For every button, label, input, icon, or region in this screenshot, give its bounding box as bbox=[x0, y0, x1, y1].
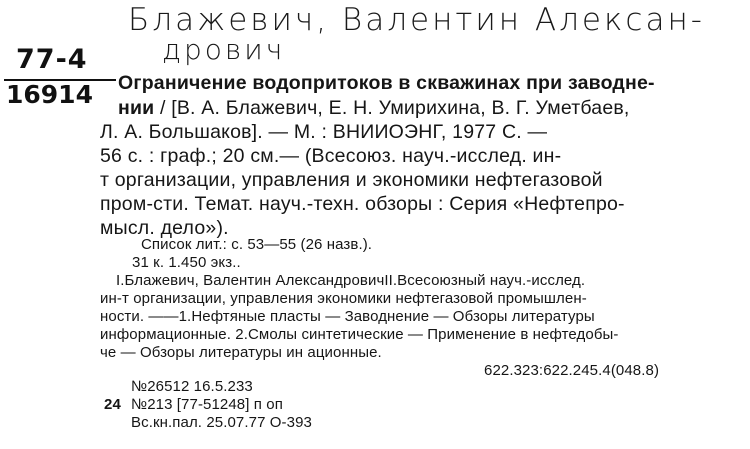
entry-title-ending: нии bbox=[118, 97, 155, 119]
entry-title-line-2 bbox=[118, 97, 630, 120]
tracing-line-2: ин-т организации, управления экономики нефтегазовой промышлен- bbox=[100, 290, 587, 307]
entry-series-line-1: т организации, управления и экономики нефтегазовой bbox=[100, 169, 603, 191]
tracing-line-3: ности. ——1.Нефтяные пласты — Заводнение — Обзоры литературы bbox=[100, 308, 595, 325]
handwritten-author-line-2: дрович bbox=[162, 33, 286, 66]
entry-imprint: Л. А. Большаков]. — М. : ВНИИОЭНГ, 1977 С. — bbox=[100, 121, 548, 143]
entry-title-line-1: Ограничение водопритоков в скважинах при заводне- bbox=[118, 72, 655, 94]
entry-series-line-2: пром-сти. Темат. науч.-техн. обзоры : Серия «Нефтепро- bbox=[100, 193, 625, 215]
tracing-line-4: информационные. 2.Смолы синтетические — Применение в нефтедобы- bbox=[100, 326, 619, 343]
book-chamber-record: Вс.кн.пал. 25.07.77 О-393 bbox=[131, 414, 312, 431]
card-number-2: №213 [77-51248] п оп bbox=[131, 396, 283, 413]
shelfmark-bottom: 16914 bbox=[6, 80, 93, 109]
entry-series-line-3: мысл. дело»). bbox=[100, 217, 229, 239]
tracing-line-1: I.Блажевич, Валентин АлександровичII.Всесоюзный науч.-исслед. bbox=[116, 272, 586, 289]
bibliography-note: Список лит.: с. 53—55 (26 назв.). bbox=[141, 236, 373, 253]
card-number-1: №26512 16.5.233 bbox=[131, 378, 253, 395]
tracing-line-5: че — Обзоры литературы ин ационные. bbox=[100, 344, 382, 361]
entry-authors: / [В. А. Блажевич, Е. Н. Умирихина, В. Г. Уметбаев, bbox=[159, 97, 630, 119]
entry-physical-description: 56 с. : граф.; 20 см.— (Всесоюз. науч.-исслед. ин- bbox=[100, 145, 562, 167]
udc-index: 622.323:622.245.4(048.8) bbox=[484, 362, 660, 379]
price-copies-note: 31 к. 1.450 экз.. bbox=[132, 254, 241, 271]
printing-number: 24 bbox=[104, 396, 121, 413]
handwritten-author-line-1: Блажевич, Валентин Алексан- bbox=[128, 2, 705, 38]
shelfmark-top: 77-4 bbox=[16, 44, 88, 75]
